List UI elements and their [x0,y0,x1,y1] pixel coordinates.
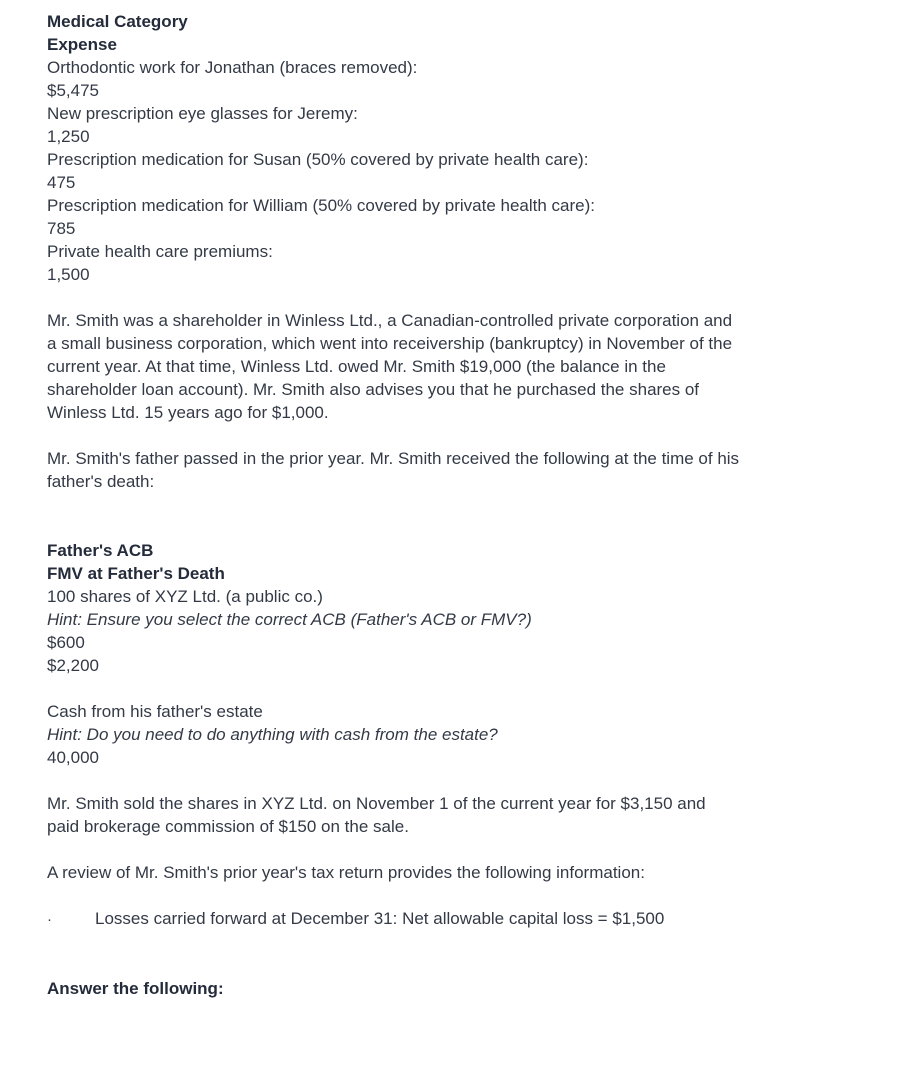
inheritance-section [47,539,895,677]
paragraph-line: Mr. Smith sold the shares in XYZ Ltd. on November 1 of the current year for $3,150 and [47,794,706,813]
fmv-at-death-heading: FMV at Father's Death [47,564,225,583]
paragraph-line: Mr. Smith's father passed in the prior year. Mr. Smith received the following at the time of his [47,449,740,468]
paragraph-line: father's death: [47,472,155,491]
expense-heading: Expense [47,35,117,54]
fathers-acb-heading: Father's ACB [47,541,154,560]
paragraph-line: shareholder loan account). Mr. Smith also advises you that he purchased the shares of [47,380,700,399]
answer-heading: Answer the following: [47,979,224,998]
review-line: A review of Mr. Smith's prior year's tax return provides the following information: [47,863,645,882]
expense-amount: 785 [47,219,76,238]
expense-amount: 1,500 [47,265,90,284]
shares-hint: Hint: Ensure you select the correct ACB (Father's ACB or FMV?) [47,610,532,629]
expense-label: New prescription eye glasses for Jeremy: [47,104,358,123]
expense-label: Prescription medication for William (50% covered by private health care): [47,196,596,215]
sale-paragraph [47,792,895,838]
bullet-text: Losses carried forward at December 31: Net allowable capital loss = $1,500 [95,909,665,928]
shares-item: 100 shares of XYZ Ltd. (a public co.) [47,587,323,606]
expense-label: Prescription medication for Susan (50% covered by private health care): [47,150,589,169]
medical-category-heading: Medical Category [47,12,188,31]
cash-item: Cash from his father's estate [47,702,263,721]
cash-value: 40,000 [47,748,99,767]
expense-amount: $5,475 [47,81,99,100]
paragraph-line: a small business corporation, which went into receivership (bankruptcy) in November of the [47,334,733,353]
winless-paragraph [47,309,895,424]
loss-bullet-item [47,907,895,931]
expense-amount: 1,250 [47,127,90,146]
expense-amount: 475 [47,173,76,192]
paragraph-line: Mr. Smith was a shareholder in Winless Ltd., a Canadian-controlled private corporation and [47,311,733,330]
paragraph-line: current year. At that time, Winless Ltd. owed Mr. Smith $19,000 (the balance in the [47,357,666,376]
shares-fmv-value: $2,200 [47,656,99,675]
cash-section [47,700,895,769]
expense-label: Orthodontic work for Jonathan (braces removed): [47,58,418,77]
shares-acb-value: $600 [47,633,85,652]
paragraph-line: paid brokerage commission of $150 on the sale. [47,817,409,836]
expense-label: Private health care premiums: [47,242,273,261]
cash-hint: Hint: Do you need to do anything with cash from the estate? [47,725,498,744]
father-paragraph [47,447,895,493]
paragraph-line: Winless Ltd. 15 years ago for $1,000. [47,403,329,422]
bullet-marker: · [47,911,52,928]
